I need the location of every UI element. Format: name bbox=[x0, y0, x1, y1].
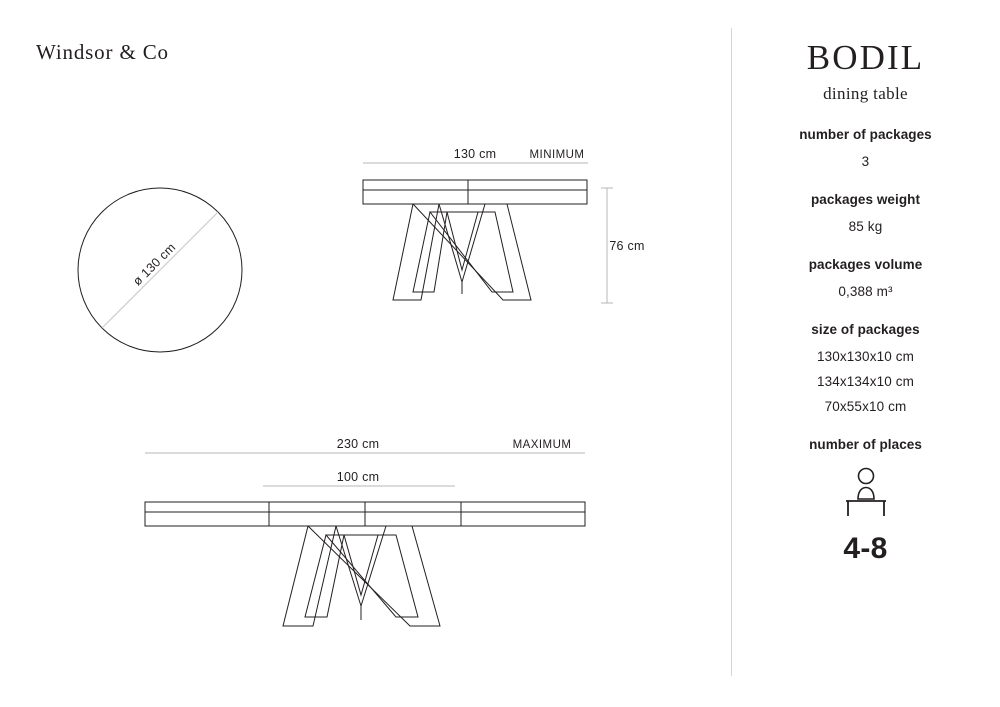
width-label: 130 cm bbox=[453, 147, 497, 161]
spec-packages-volume bbox=[733, 257, 998, 299]
spec-value: 3 bbox=[861, 153, 870, 169]
spec-label: packages volume bbox=[808, 256, 923, 272]
side-view-maximum-diagram bbox=[130, 415, 600, 655]
spec-number-of-packages bbox=[733, 127, 998, 169]
product-title: BODIL bbox=[806, 38, 925, 77]
product-subtitle: dining table bbox=[823, 83, 908, 103]
spec-value: 0,388 m³ bbox=[838, 283, 893, 299]
spec-label: number of packages bbox=[799, 126, 932, 142]
spec-panel bbox=[733, 32, 998, 566]
state-label-maximum: MAXIMUM bbox=[512, 439, 572, 451]
spec-packages-weight bbox=[733, 192, 998, 234]
diameter-label: ø 130 cm bbox=[130, 240, 179, 289]
spec-label: packages weight bbox=[810, 191, 921, 207]
spec-number-of-places bbox=[733, 437, 998, 566]
spec-label: number of places bbox=[809, 436, 922, 452]
spec-value: 70x55x10 cm bbox=[824, 398, 907, 414]
height-label: 76 cm bbox=[609, 239, 645, 253]
inner-width-label: 100 cm bbox=[336, 470, 380, 484]
side-view-minimum-diagram bbox=[335, 130, 665, 340]
max-width-label: 230 cm bbox=[336, 437, 380, 451]
state-label-minimum: MINIMUM bbox=[529, 149, 585, 161]
spec-size-of-packages bbox=[733, 322, 998, 414]
spec-value: 134x134x10 cm bbox=[816, 373, 915, 389]
spec-value: 130x130x10 cm bbox=[816, 348, 915, 364]
person-at-table-icon bbox=[733, 466, 998, 522]
places-count: 4-8 bbox=[843, 531, 888, 565]
spec-value: 85 kg bbox=[848, 218, 883, 234]
top-view-diagram bbox=[40, 175, 280, 365]
vertical-divider bbox=[731, 28, 732, 676]
brand-logo: Windsor & Co bbox=[36, 40, 169, 64]
spec-label: size of packages bbox=[811, 321, 920, 337]
